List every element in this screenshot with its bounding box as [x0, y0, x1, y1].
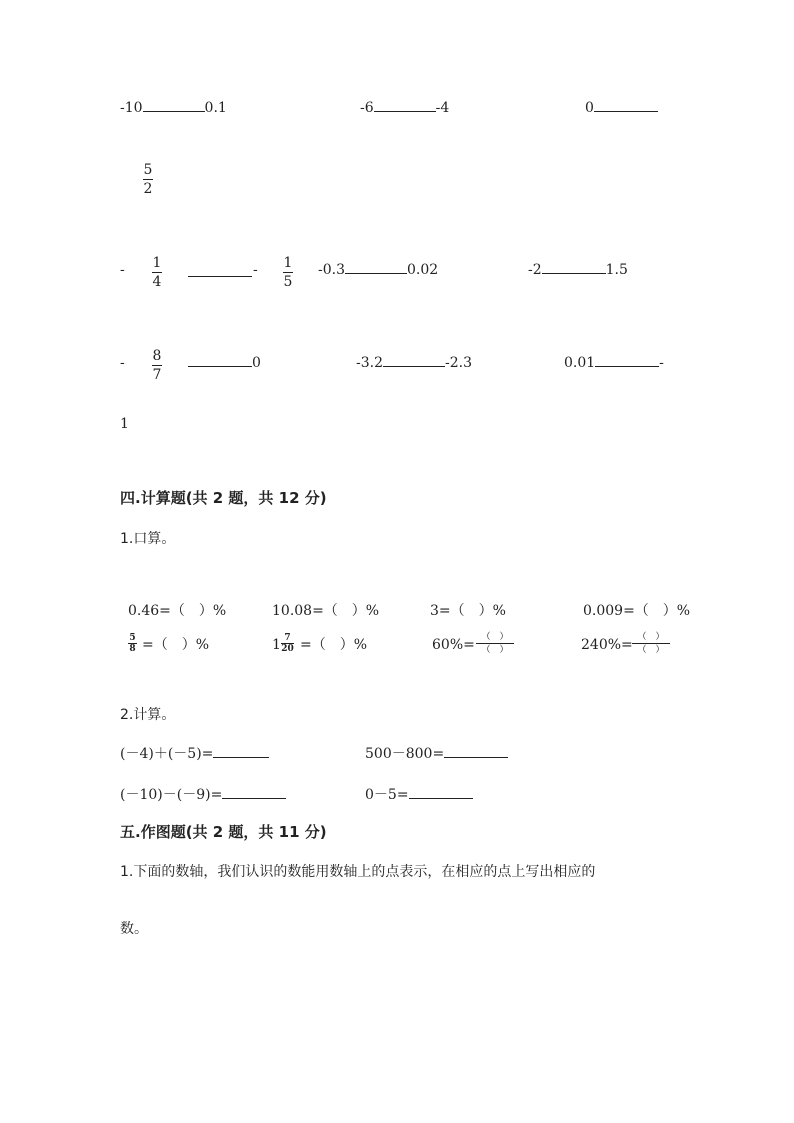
section-title: 五.作图题(共 2 题，共 11 分)	[120, 823, 327, 841]
minus-sign: -	[120, 355, 125, 371]
answer-blank[interactable]	[188, 365, 252, 367]
question-text: 1.下面的数轴，我们认识的数能用数轴上的点表示，在相应的点上写出相应的	[120, 864, 596, 880]
fraction-bar	[143, 179, 153, 180]
answer-blank[interactable]	[143, 110, 205, 112]
mental-math-item: 10.08=（ ）%	[272, 603, 380, 619]
calc-item	[365, 745, 508, 763]
question-text-continued: 数。	[120, 921, 148, 937]
fraction-5-2	[143, 162, 153, 197]
fraction-bar	[152, 365, 162, 366]
answer-blank[interactable]	[409, 797, 473, 799]
percent-left: 60%=	[432, 637, 475, 653]
numerator-blank[interactable]: （ ）	[637, 632, 665, 642]
denominator: 4	[152, 274, 162, 290]
left-value: -0.3	[318, 262, 345, 278]
expression: (－10)－(－9)=	[120, 787, 223, 803]
minus-sign: -	[120, 262, 125, 278]
numerator: 7	[284, 633, 291, 643]
answer-blank[interactable]	[542, 272, 606, 274]
numerator: 1	[152, 255, 162, 271]
expression: 500－800=	[365, 746, 445, 762]
answer-blank[interactable]	[383, 365, 445, 367]
answer-blank[interactable]	[345, 272, 407, 274]
compare-item-6	[528, 261, 628, 279]
denominator: 20	[281, 644, 294, 654]
mental-math-rest: =（ ）%	[300, 637, 368, 653]
denominator: 2	[143, 181, 153, 197]
fraction-1-5	[283, 255, 293, 290]
denominator: 8	[129, 644, 136, 654]
fraction-bar	[632, 643, 670, 644]
mental-math-item: 0.009=（ ）%	[583, 603, 691, 619]
compare-item-1	[120, 99, 227, 117]
numerator: 1	[283, 255, 293, 271]
denominator-blank[interactable]: （ ）	[481, 645, 509, 655]
question-label: 2.计算。	[120, 707, 176, 723]
left-value: -3.2	[356, 355, 383, 371]
percent-left: 240%=	[581, 637, 633, 653]
calc-item	[120, 745, 269, 763]
numerator: 5	[143, 162, 153, 178]
left-value: 0.01	[564, 355, 596, 371]
mixed-whole: 1	[272, 637, 281, 653]
left-value: 0	[585, 100, 594, 116]
blank-fraction	[632, 632, 670, 655]
blank-fraction	[476, 632, 514, 655]
question-label: 1.口算。	[120, 531, 176, 547]
fraction-bar	[476, 643, 514, 644]
right-value: -2.3	[445, 355, 472, 371]
calc-item	[120, 786, 286, 804]
answer-blank[interactable]	[594, 110, 658, 112]
answer-blank[interactable]	[188, 275, 252, 277]
left-value: -2	[528, 262, 542, 278]
numerator-blank[interactable]: （ ）	[481, 632, 509, 642]
fraction-bar	[283, 272, 293, 273]
fraction-bar	[152, 272, 162, 273]
mental-math-item: 3=（ ）%	[430, 603, 506, 619]
compare-item-9	[564, 354, 664, 372]
left-value: -10	[120, 100, 143, 116]
section-title: 四.计算题(共 2 题，共 12 分)	[120, 489, 327, 507]
right-value: 0.1	[204, 100, 227, 116]
wrapped-value: 1	[120, 416, 129, 432]
right-value: 0.02	[407, 262, 439, 278]
denominator: 5	[283, 274, 293, 290]
minus-sign: -	[253, 262, 258, 278]
compare-item-3	[585, 99, 658, 117]
compare-item-2	[360, 99, 449, 117]
right-value: -4	[435, 100, 450, 116]
fraction-1-4	[152, 255, 162, 290]
answer-blank[interactable]	[444, 756, 508, 758]
answer-blank[interactable]	[374, 110, 436, 112]
expression: 0－5=	[365, 787, 409, 803]
fraction-7-20	[281, 633, 294, 654]
answer-blank[interactable]	[222, 797, 286, 799]
left-value: -6	[360, 100, 374, 116]
right-value: 0	[252, 355, 261, 371]
compare-item-7	[188, 354, 261, 372]
mental-math-item: 0.46=（ ）%	[128, 603, 227, 619]
right-value: 1.5	[605, 262, 628, 278]
compare-item-8	[356, 354, 472, 372]
answer-blank[interactable]	[595, 365, 659, 367]
right-value: -	[659, 355, 664, 371]
numerator: 5	[129, 633, 136, 643]
denominator-blank[interactable]: （ ）	[637, 645, 665, 655]
fraction-8-7	[152, 348, 162, 383]
calc-item	[365, 786, 473, 804]
denominator: 7	[152, 367, 162, 383]
mental-math-rest: =（ ）%	[142, 637, 210, 653]
expression: (－4)＋(－5)=	[120, 746, 214, 762]
numerator: 8	[152, 348, 162, 364]
fraction-5-8	[128, 633, 137, 654]
answer-blank[interactable]	[213, 756, 269, 758]
compare-item-5	[318, 261, 438, 279]
